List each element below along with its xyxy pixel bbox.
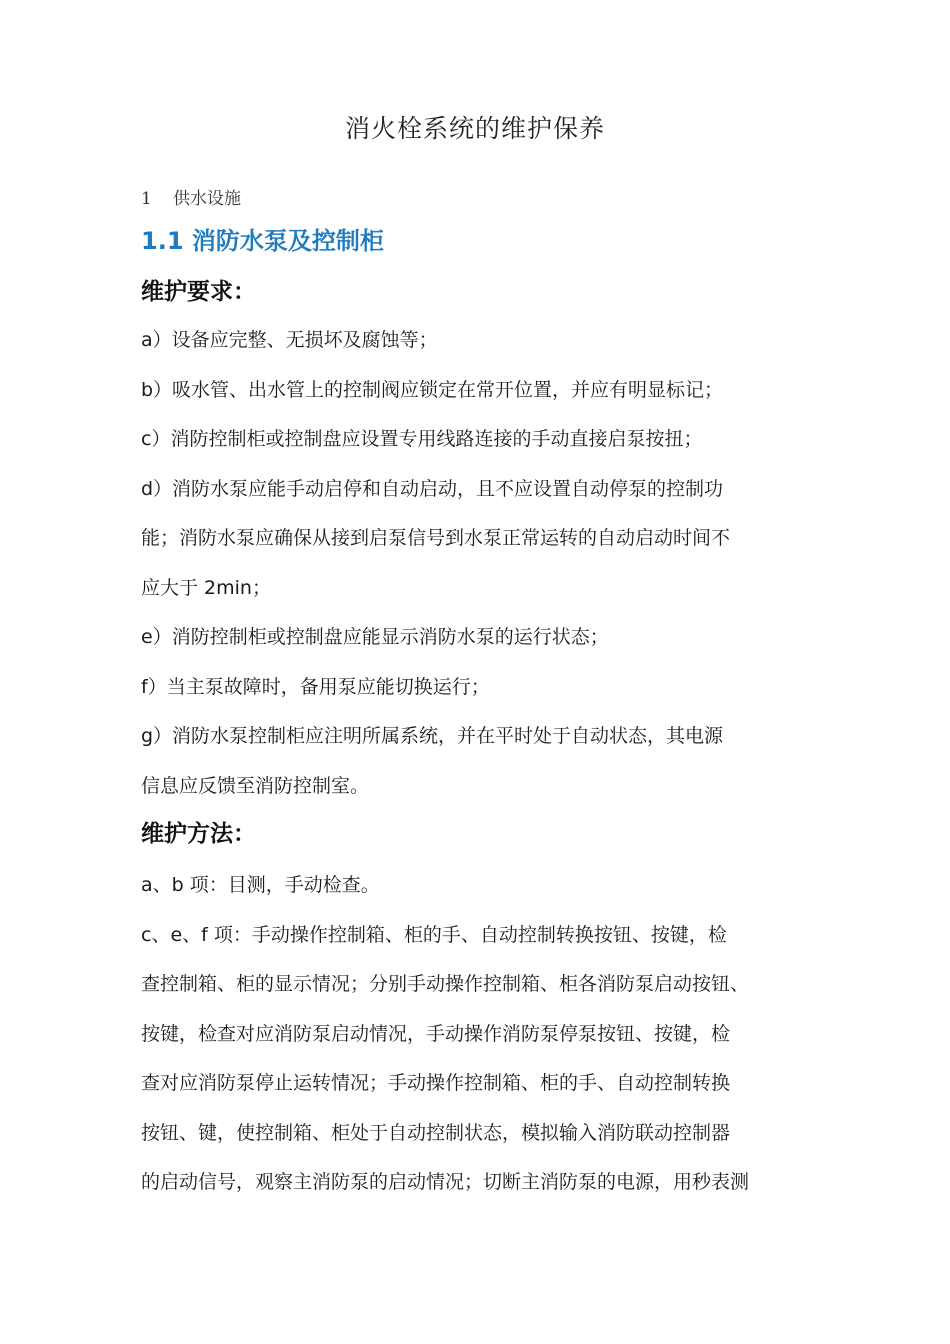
method-line: 的启动信号，观察主消防泵的启动情况；切断主消防泵的电源，用秒表测 <box>141 1171 750 1193</box>
methods-heading: 维护方法： <box>141 821 256 847</box>
method-line: 按钮、键，使控制箱、柜处于自动控制状态，模拟输入消防联动控制器 <box>141 1121 731 1144</box>
requirement-line: g）消防水泵控制柜应注明所属系统，并在平时处于自动状态，其电源 <box>141 725 724 747</box>
method-line: 按键，检查对应消防泵启动情况，手动操作消防泵停泵按钮、按键，检 <box>141 1022 731 1045</box>
subsection-heading: 1.1 消防水泵及控制柜 <box>141 227 384 255</box>
requirement-line: 信息应反馈至消防控制室。 <box>141 774 370 797</box>
requirement-line: 应大于 2min； <box>141 576 271 599</box>
requirement-line: 能；消防水泵应确保从接到启泵信号到水泵正常运转的自动启动时间不 <box>141 527 731 549</box>
requirement-line: a）设备应完整、无损坏及腐蚀等； <box>141 329 438 351</box>
requirement-line: c）消防控制柜或控制盘应设置专用线路连接的手动直接启泵按扭； <box>141 428 703 450</box>
method-line: 查控制箱、柜的显示情况；分别手动操作控制箱、柜各消防泵启动按钮、 <box>141 973 750 995</box>
method-line: a、b 项：目测，手动检查。 <box>141 874 380 896</box>
document-title: 消火栓系统的维护保养 <box>344 114 605 143</box>
requirements-list <box>141 316 816 811</box>
requirement-line: f）当主泵故障时，备用泵应能切换运行； <box>141 675 490 698</box>
section-number: 1 <box>141 189 152 209</box>
section-label: 供水设施 <box>173 189 241 209</box>
method-line: 查对应消防泵停止运转情况；手动操作控制箱、柜的手、自动控制转换 <box>141 1072 731 1094</box>
requirement-line: b）吸水管、出水管上的控制阀应锁定在常开位置，并应有明显标记； <box>141 378 724 401</box>
requirements-heading: 维护要求： <box>141 279 256 305</box>
section-heading <box>141 187 241 211</box>
requirement-line: e）消防控制柜或控制盘应能显示消防水泵的运行状态； <box>141 626 609 648</box>
method-line: c、e、f 项：手动操作控制箱、柜的手、自动控制转换按钮、按键，检 <box>141 923 727 946</box>
requirement-line: d）消防水泵应能手动启停和自动启动，且不应设置自动停泵的控制功 <box>141 477 724 500</box>
methods-list <box>141 861 816 1208</box>
